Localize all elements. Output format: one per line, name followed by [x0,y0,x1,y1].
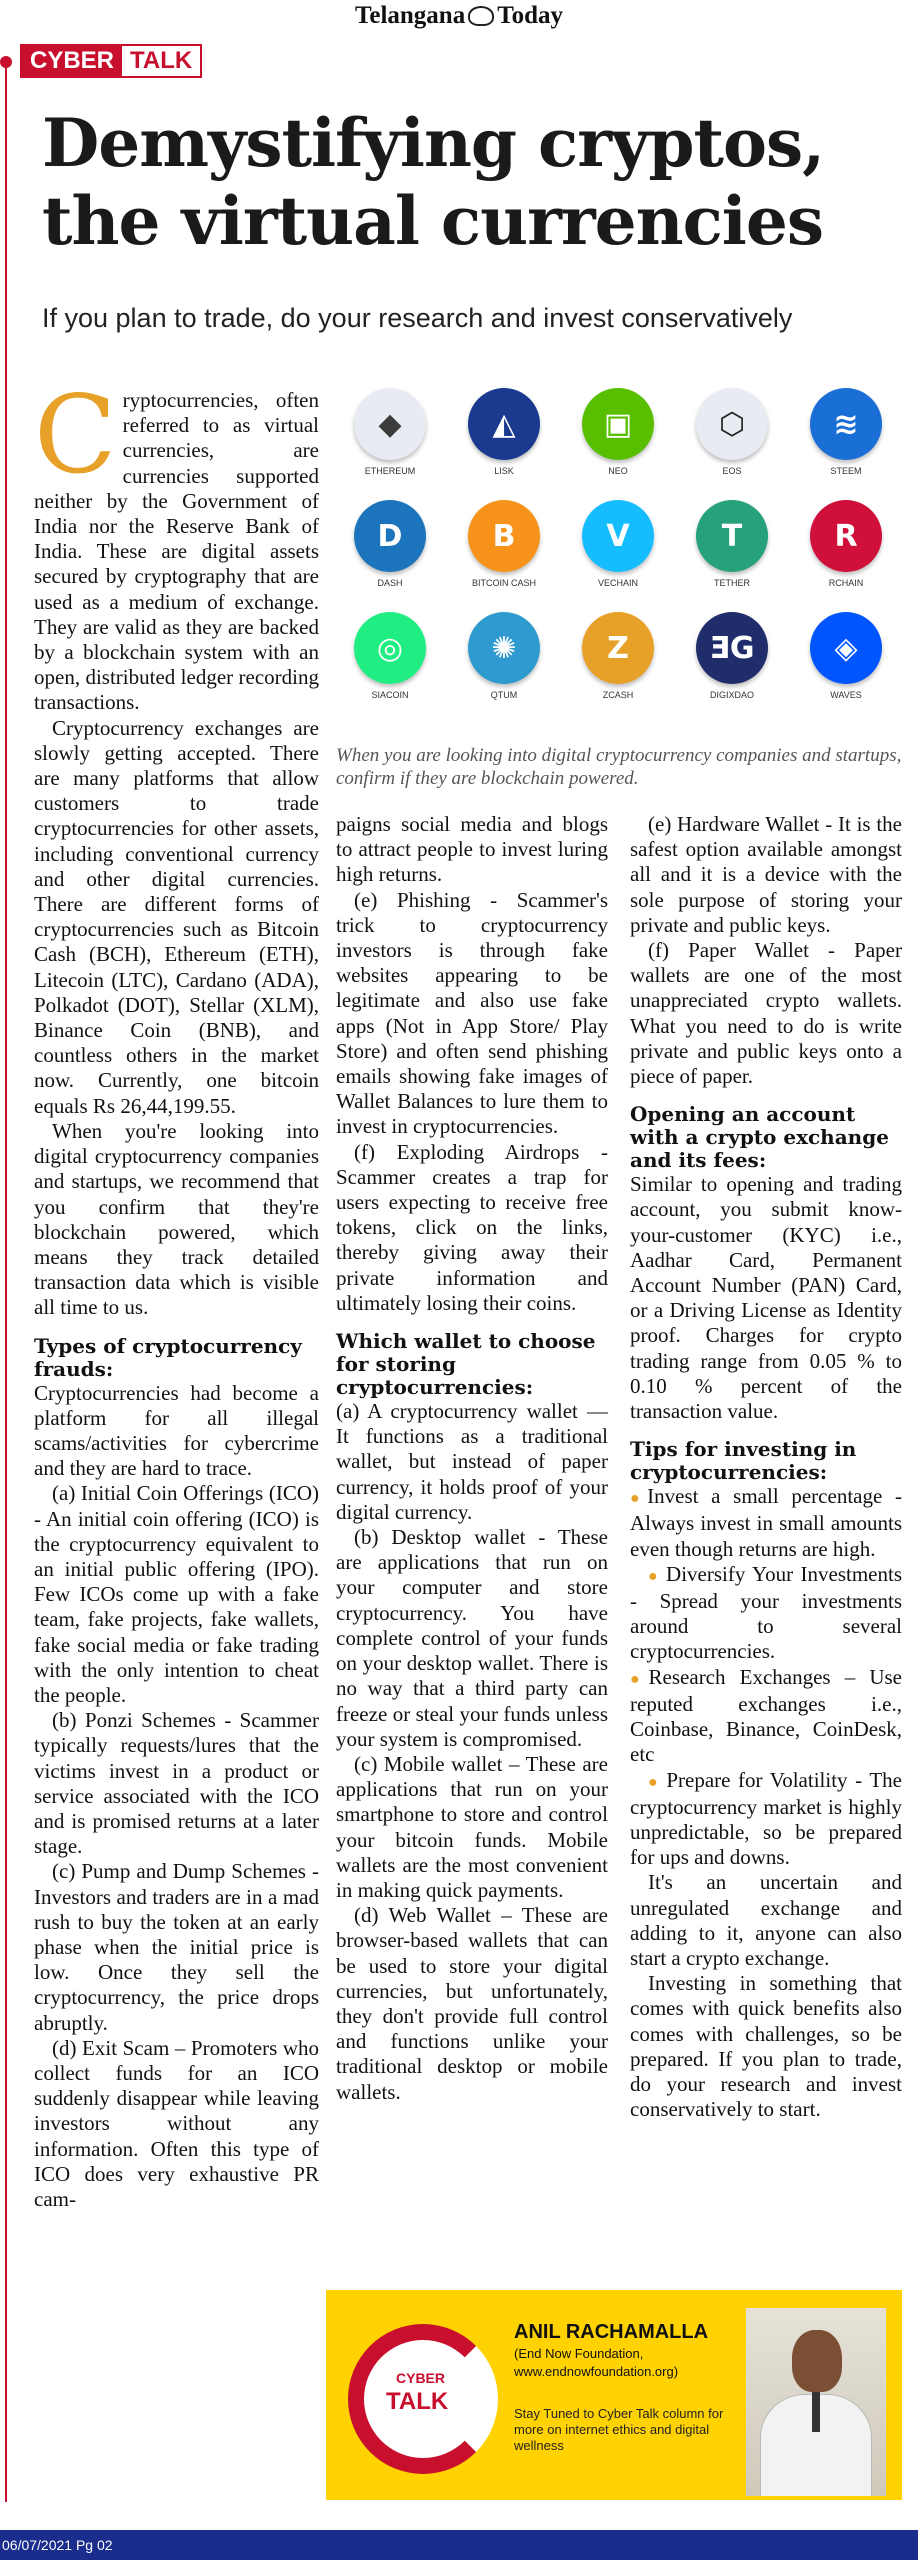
masthead-name-right: Today [497,2,564,29]
tip-item [630,1665,902,1768]
coin-logo-icon: ⬡ [696,388,768,460]
author-url: www.endnowfoundation.org) [514,2364,679,2379]
crypto-icon-zcash [564,612,672,722]
crypto-icon-tether [678,500,786,610]
crypto-icon-bitcoin-cash [450,500,558,610]
paragraph: (c) Mobile wallet – These are applications that run on your smartphone to store and control your bitcoin funds. Mobile wallets are the most convenient in making quick payments. [336,1751,608,1902]
coin-label: WAVES [830,690,862,700]
paragraph: (b) Desktop wallet - These are applications that run on your computer and store cryptocurrency. You have complete control of your funds on your desktop wallet. There is no way that a third party can freeze or steal your funds unless your system is compromised. [336,1525,608,1751]
logo-text-a: CYBER [396,2370,446,2386]
coin-logo-icon: ◎ [354,612,426,684]
coin-logo-icon: T [696,500,768,572]
headline-line2: the virtual currencies [42,182,824,260]
section-tag-part2: TALK [130,47,193,74]
article-column-2 [336,812,608,2105]
tip-text: Invest a small percentage - Always invest in small amounts even though returns are high. [630,1484,902,1561]
crypto-icon-waves [792,612,900,722]
coin-logo-icon: R [810,500,882,572]
tip-text: Research Exchanges – Use reputed exchanges i.e., Coinbase, Binance, CoinDesk, etc [630,1664,902,1767]
crypto-icon-neo [564,388,672,498]
subhead-frauds: Types of cryptocurrency frauds: [34,1333,302,1381]
author-org: (End Now Foundation, [514,2346,644,2361]
coin-label: EOS [722,466,742,476]
paragraph: (f) Paper Wallet - Paper wallets are one of the most unappreciated crypto wallets. What you need to do is write private and public keys onto a piece of paper. [630,938,902,1089]
paragraph: ryptocurrencies, often referred to as virtual currencies, are currencies supported neither by the Government of India nor the Reserve Bank of India. These are digital assets secured by cryptography that are used as a medium of exchange. They are valid as they are backed by a blockchain system with an open, distributed ledger recording transactions. [34,388,319,715]
photo-head [792,2330,842,2392]
section-tag-part1: CYBER [22,46,122,76]
coin-logo-icon: V [582,500,654,572]
crypto-icon-dash [336,500,444,610]
masthead-name-left: Telangana [354,2,466,29]
coin-label: VECHAIN [597,578,638,588]
coin-label: TETHER [714,578,750,588]
subhead-wallet: Which wallet to choose for storing cryptocurrencies: [336,1329,596,1400]
crypto-icon-ethereum [336,388,444,498]
coin-label: SIACOIN [371,690,409,700]
tip-item [630,1768,902,1871]
headline-line1: Demystifying cryptos, [42,104,825,182]
crypto-icon-lisk [450,388,558,498]
tip-text: Diversify Your Investments - Spread your investments around to several cryptocurrencies. [630,1561,902,1664]
coin-label: RCHAIN [828,578,864,588]
coin-label: ETHEREUM [364,466,416,476]
cyber-talk-logo [348,2324,498,2474]
author-photo [746,2308,886,2496]
coin-label: STEEM [830,466,862,476]
tip-text: Prepare for Volatility - The cryptocurrency market is highly unpredictable, so be prepared for ups and downs. [630,1767,902,1870]
section-marker-rule [5,62,7,2502]
paragraph: It's an uncertain and unregulated exchange and adding to it, anyone can also start a crypto exchange. [630,1870,902,1970]
section-tag [20,44,202,78]
emblem-icon [468,6,494,26]
author-info [514,2320,744,2454]
coin-logo-icon: B [468,500,540,572]
paragraph: paigns social media and blogs to attract people to invest luring high returns. [336,812,608,887]
headline [42,104,902,260]
crypto-icons-grid [336,388,902,728]
bullet-icon: ● [648,1773,667,1791]
crypto-icon-eos [678,388,786,498]
coin-logo-icon: ▣ [582,388,654,460]
paragraph: (a) A cryptocurrency wallet — It functions as a traditional wallet, but instead of paper currency, it holds proof of your digital currency. [336,1399,608,1524]
paragraph: (e) Hardware Wallet - It is the safest option available amongst all and it is a device with the sole purpose of storing your private and public keys. [630,812,902,937]
coin-logo-icon: ◆ [354,388,426,460]
coin-logo-icon: ◭ [468,388,540,460]
author-promo-box [326,2290,902,2500]
coin-label: NEO [608,466,628,476]
crypto-icon-qtum [450,612,558,722]
paragraph: (e) Phishing - Scammer's trick to cryptocurrency investors is through fake websites appearing to be legitimate and also use fake apps (Not in App Store/ Play Store) and often send phishing emails showing fake images of Wallet Balances to lure them to invest in cryptocurrencies. [336,887,608,1139]
article-column-1 [34,373,319,2212]
paragraph: (c) Pump and Dump Schemes - Investors and traders are in a mad rush to buy the token at an early phase when the initial price is low. Once they sell the cryptocurrency, the price drops abruptly. [34,1859,319,2035]
coin-logo-icon: D [354,500,426,572]
subhead-tips: Tips for investing in cryptocurrencies: [630,1437,857,1485]
author-name: ANIL RACHAMALLA [514,2321,709,2343]
paragraph: Cryptocurrency exchanges are slowly getting accepted. There are many platforms that allow customers to trade cryptocurrencies for other assets, including conventional currency and other digital currencies. There are different forms of cryptocurrencies such as Bitcoin Cash (BCH), Ethereum (ETH), Litecoin (LTC), Cardano (ADA), Polkadot (DOT), Stellar (XLM), Binance Coin (BNB), and countless others in the market now. Currently, one bitcoin equals Rs 26,44,199.55. [34,715,319,1118]
crypto-icon-rchain [792,500,900,610]
bullet-icon: ● [648,1567,667,1585]
paragraph: Cryptocurrencies had become a platform for all illegal scams/activities for cybercrime and they are hard to trace. [34,1380,319,1481]
coin-label: DASH [377,578,403,588]
image-caption: When you are looking into digital cryptocurrency companies and startups, confirm if they are blockchain powered. [336,745,902,789]
paragraph: When you're looking into digital cryptocurrency companies and startups, we recommend that you confirm that they're blockchain powered, which means they track detailed transaction data which is visible all time to us. [34,1118,319,1320]
paragraph: (f) Exploding Airdrops - Scammer creates a trap for users expecting to receive free tokens, click on the links, thereby giving away their private information and ultimately losing their coins. [336,1139,608,1315]
paragraph: Investing in something that comes with quick benefits also comes with challenges, so be prepared. If you plan to trade, do your research and invest conservatively to start. [630,1971,902,2122]
tip-item [630,1562,902,1665]
coin-logo-icon: ◈ [810,612,882,684]
page-footer: 06/07/2021 Pg 02 [0,2530,918,2560]
coin-label: BITCOIN CASH [471,578,536,588]
promo-note: Stay Tuned to Cyber Talk column for more on internet ethics and digital wellness [514,2406,724,2453]
dropcap: C [34,373,117,498]
crypto-icon-siacoin [336,612,444,722]
tip-item [630,1484,902,1562]
bullet-icon: ● [630,1490,648,1508]
paragraph: (d) Web Wallet – These are browser-based wallets that can be used to store your digital currencies, but unfortunately, they don't provide full control and functions unlike your traditional desktop or mobile wallets. [336,1903,608,2104]
subhead-account: Opening an account with a crypto exchange and its fees: [630,1102,889,1173]
bullet-icon: ● [630,1670,649,1688]
paragraph: (d) Exit Scam – Promoters who collect funds for an ICO suddenly disappear while leaving investors without any information. Often this type of ICO does very exhaustive PR cam- [34,2035,319,2212]
coin-logo-icon: ƎG [696,612,768,684]
paragraph: (a) Initial Coin Offerings (ICO) - An initial coin offering (ICO) is the cryptocurrency equivalent to an initial public offering (IPO). Few ICOs come up with a fake team, fake projects, fake wallets, fake social media or fake trading with the only intention to cheat the people. [34,1481,319,1707]
deck-subheading: If you plan to trade, do your research and invest conservatively [42,303,793,333]
crypto-icon-vechain [564,500,672,610]
article-column-3 [630,812,902,2122]
coin-logo-icon: ✺ [468,612,540,684]
paragraph: Similar to opening and trading account, you submit know-your-customer (KYC) i.e., Aadhar Card, Permanent Account Number (PAN) Card, or a Driving License as Identity proof. Charges for crypto trading range from 0.05 % to 0.10 % percent of the transaction value. [630,1172,902,1424]
coin-label: ZCASH [602,690,634,700]
crypto-icon-steem [792,388,900,498]
microphone-icon [812,2392,820,2432]
coin-label: QTUM [490,690,518,700]
coin-label: LISK [494,466,514,476]
coin-logo-icon: ≋ [810,388,882,460]
coin-logo-icon: Z [582,612,654,684]
masthead [0,0,918,34]
coin-label: DIGIXDAO [709,690,754,700]
logo-text-b: TALK [386,2388,449,2415]
crypto-icon-digixdao [678,612,786,722]
paragraph: (b) Ponzi Schemes - Scammer typically requests/lures that the victims invest in a product or service associated with the ICO and is promised returns at a later stage. [34,1708,319,1859]
